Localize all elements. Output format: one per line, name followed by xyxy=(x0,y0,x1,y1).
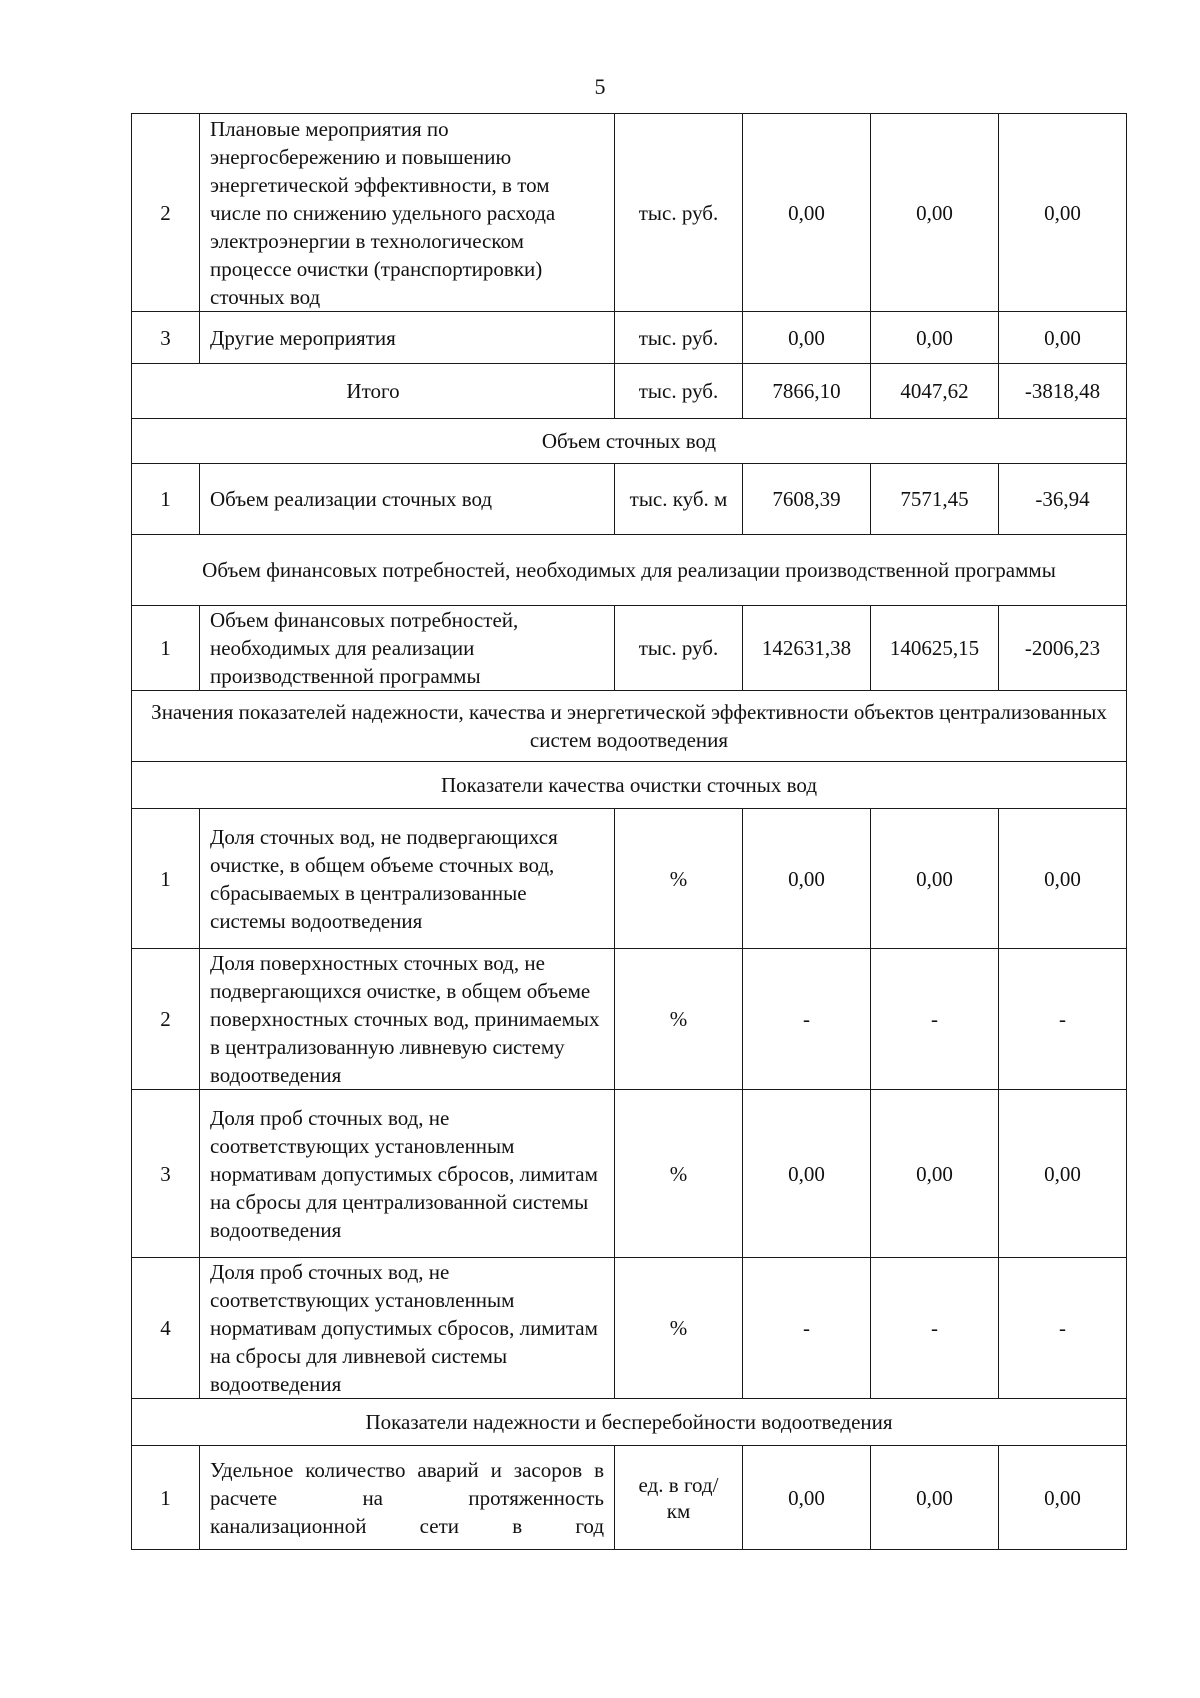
row-value-3: - xyxy=(999,1258,1127,1399)
row-number: 3 xyxy=(132,1090,200,1258)
row-name: Доля поверхностных сточных вод, не подвергающихся очистке, в общем объеме поверхностных сточных вод, принимаемых в централизованную ливневую систему водоотведения xyxy=(200,949,615,1090)
row-name: Доля проб сточных вод, не соответствующих установленным нормативам допустимых сбросов, лимитам на сбросы для централизованной системы водоотведения xyxy=(200,1090,615,1258)
row-value-1: - xyxy=(743,1258,871,1399)
row-value-2: 140625,15 xyxy=(871,606,999,691)
row-name: Объем финансовых потребностей, необходимых для реализации производственной программы xyxy=(200,606,615,691)
row-unit: % xyxy=(615,1090,743,1258)
section-row xyxy=(132,419,1127,464)
table-row xyxy=(132,312,1127,364)
row-name: Плановые мероприятия по энергосбережению и повышению энергетической эффективности, в том числе по снижению удельного расхода электроэнергии в технологическом процессе очистки (транспортировки) сточных вод xyxy=(200,114,615,312)
total-row xyxy=(132,364,1127,419)
row-unit: % xyxy=(615,1258,743,1399)
row-number: 1 xyxy=(132,1446,200,1550)
row-value-1: 0,00 xyxy=(743,1090,871,1258)
row-unit: % xyxy=(615,949,743,1090)
total-label: Итого xyxy=(132,364,615,419)
row-value-3: 0,00 xyxy=(999,312,1127,364)
row-unit: тыс. руб. xyxy=(615,606,743,691)
row-name: Доля сточных вод, не подвергающихся очистке, в общем объеме сточных вод, сбрасываемых в централизованные системы водоотведения xyxy=(200,809,615,949)
row-value-1: 7608,39 xyxy=(743,464,871,535)
table-row xyxy=(132,1258,1127,1399)
row-unit: тыс. руб. xyxy=(615,364,743,419)
row-value-3: 0,00 xyxy=(999,1090,1127,1258)
section-row xyxy=(132,1399,1127,1446)
row-value-3: - xyxy=(999,949,1127,1090)
section-row xyxy=(132,762,1127,809)
row-number: 3 xyxy=(132,312,200,364)
row-value-2: - xyxy=(871,1258,999,1399)
row-number: 4 xyxy=(132,1258,200,1399)
section-row xyxy=(132,535,1127,606)
row-value-1: 0,00 xyxy=(743,809,871,949)
table-row xyxy=(132,1090,1127,1258)
section-title: Объем финансовых потребностей, необходимых для реализации производственной программы xyxy=(132,535,1127,606)
row-unit: тыс. руб. xyxy=(615,312,743,364)
row-unit: % xyxy=(615,809,743,949)
row-value-1: 0,00 xyxy=(743,312,871,364)
table-row xyxy=(132,1446,1127,1550)
section-title: Показатели качества очистки сточных вод xyxy=(132,762,1127,809)
row-value-2: 0,00 xyxy=(871,114,999,312)
row-name: Удельное количество аварий и засоров в расчете на протяженность канализационной сети в год xyxy=(200,1446,615,1550)
row-value-3: -3818,48 xyxy=(999,364,1127,419)
row-number: 2 xyxy=(132,949,200,1090)
row-value-2: 4047,62 xyxy=(871,364,999,419)
row-value-2: 0,00 xyxy=(871,809,999,949)
page-number: 5 xyxy=(594,74,606,99)
row-number: 1 xyxy=(132,464,200,535)
table-row xyxy=(132,464,1127,535)
section-title: Объем сточных вод xyxy=(132,419,1127,464)
row-value-1: 0,00 xyxy=(743,1446,871,1550)
row-value-3: -36,94 xyxy=(999,464,1127,535)
row-value-3: 0,00 xyxy=(999,809,1127,949)
row-unit: тыс. куб. м xyxy=(615,464,743,535)
row-value-2: 0,00 xyxy=(871,1090,999,1258)
row-number: 2 xyxy=(132,114,200,312)
row-unit: тыс. руб. xyxy=(615,114,743,312)
row-value-1: - xyxy=(743,949,871,1090)
section-title: Значения показателей надежности, качества и энергетической эффективности объектов централизованных систем водоотведения xyxy=(132,691,1127,762)
row-name: Доля проб сточных вод, не соответствующих установленным нормативам допустимых сбросов, лимитам на сбросы для ливневой системы водоотведения xyxy=(200,1258,615,1399)
section-row xyxy=(132,691,1127,762)
row-value-2: 0,00 xyxy=(871,312,999,364)
section-title: Показатели надежности и бесперебойности водоотведения xyxy=(132,1399,1127,1446)
table-row xyxy=(132,114,1127,312)
row-number: 1 xyxy=(132,606,200,691)
row-name: Объем реализации сточных вод xyxy=(200,464,615,535)
row-name: Другие мероприятия xyxy=(200,312,615,364)
row-value-1: 0,00 xyxy=(743,114,871,312)
row-value-2: - xyxy=(871,949,999,1090)
table-row xyxy=(132,949,1127,1090)
row-value-2: 0,00 xyxy=(871,1446,999,1550)
row-value-3: 0,00 xyxy=(999,114,1127,312)
table-row xyxy=(132,809,1127,949)
row-number: 1 xyxy=(132,809,200,949)
row-value-3: -2006,23 xyxy=(999,606,1127,691)
row-value-3: 0,00 xyxy=(999,1446,1127,1550)
table-row xyxy=(132,606,1127,691)
indicators-table xyxy=(131,113,1127,1550)
row-unit: ед. в год/ км xyxy=(615,1446,743,1550)
row-value-2: 7571,45 xyxy=(871,464,999,535)
row-value-1: 7866,10 xyxy=(743,364,871,419)
row-value-1: 142631,38 xyxy=(743,606,871,691)
